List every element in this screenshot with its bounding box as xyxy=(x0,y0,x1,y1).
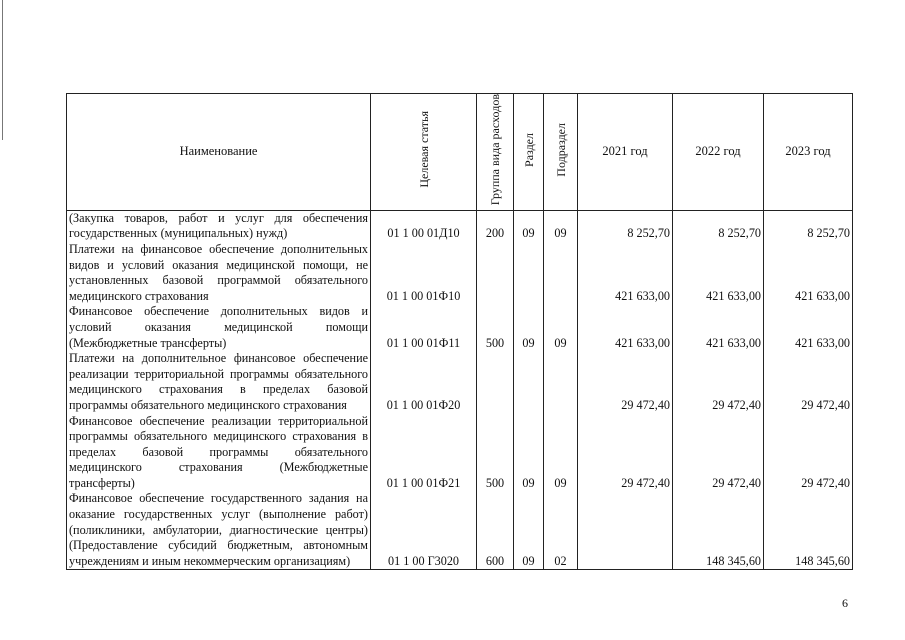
row-subsection: 09 xyxy=(544,304,578,351)
header-section: Раздел xyxy=(514,94,544,211)
table-row xyxy=(67,242,853,304)
row-section: 09 xyxy=(514,414,544,492)
row-subsection: 09 xyxy=(544,210,578,242)
row-name: Платежи на финансовое обеспечение дополнительных видов и условий оказания медицинской помощи, не установленных базовой программой обязательного медицинского страхования xyxy=(67,242,371,304)
row-group xyxy=(477,242,514,304)
row-amount-2023: 29 472,40 xyxy=(764,351,853,413)
header-expense-group: Группа вида расходов xyxy=(477,94,514,211)
row-section: 09 xyxy=(514,491,544,569)
row-amount-2021: 421 633,00 xyxy=(578,304,673,351)
row-name: Финансовое обеспечение дополнительных видов и условий оказания медицинской помощи (Межбюджетные трансферты) xyxy=(67,304,371,351)
row-name: (Закупка товаров, работ и услуг для обеспечения государственных (муниципальных) нужд) xyxy=(67,210,371,242)
header-subsection: Подраздел xyxy=(544,94,578,211)
row-section: 09 xyxy=(514,304,544,351)
row-subsection xyxy=(544,351,578,413)
table-row xyxy=(67,210,853,242)
header-year-2022: 2022 год xyxy=(673,94,764,211)
row-amount-2021 xyxy=(578,491,673,569)
row-name: Финансовое обеспечение государственного задания на оказание государственных услуг (выполнение работ) (поликлиники, амбулатории, диагностические центры) (Предоставление субсидий бюджетным, автономным учреждениям и иным некоммерческим организациям) xyxy=(67,491,371,569)
row-amount-2021: 8 252,70 xyxy=(578,210,673,242)
row-subsection: 02 xyxy=(544,491,578,569)
table-row xyxy=(67,304,853,351)
row-group: 200 xyxy=(477,210,514,242)
row-code: 01 1 00 01Д10 xyxy=(371,210,477,242)
row-amount-2023: 421 633,00 xyxy=(764,242,853,304)
header-year-2021: 2021 год xyxy=(578,94,673,211)
row-amount-2023: 421 633,00 xyxy=(764,304,853,351)
row-code: 01 1 00 01Ф11 xyxy=(371,304,477,351)
row-amount-2023: 29 472,40 xyxy=(764,414,853,492)
table-row xyxy=(67,351,853,413)
row-amount-2022: 29 472,40 xyxy=(673,414,764,492)
page-number: 6 xyxy=(842,596,848,610)
row-name: Финансовое обеспечение реализации территориальной программы обязательного медицинского страхования в пределах базовой программы обязательного медицинского страхования (Межбюджетные трансферты) xyxy=(67,414,371,492)
row-subsection xyxy=(544,242,578,304)
row-amount-2022: 29 472,40 xyxy=(673,351,764,413)
table-header-row xyxy=(67,94,853,211)
row-amount-2023: 8 252,70 xyxy=(764,210,853,242)
row-amount-2022: 421 633,00 xyxy=(673,242,764,304)
row-subsection: 09 xyxy=(544,414,578,492)
row-group: 500 xyxy=(477,304,514,351)
row-group: 600 xyxy=(477,491,514,569)
row-code: 01 1 00 01Ф10 xyxy=(371,242,477,304)
row-amount-2021: 29 472,40 xyxy=(578,351,673,413)
row-name: Платежи на дополнительное финансовое обеспечение реализации территориальной программы обязательного медицинского страхования в пределах базовой программы обязательного медицинского страхования xyxy=(67,351,371,413)
row-amount-2022: 8 252,70 xyxy=(673,210,764,242)
row-group xyxy=(477,351,514,413)
header-target-article: Целевая статья xyxy=(371,94,477,211)
table-row xyxy=(67,491,853,569)
row-section xyxy=(514,351,544,413)
row-section xyxy=(514,242,544,304)
row-amount-2022: 421 633,00 xyxy=(673,304,764,351)
row-amount-2022: 148 345,60 xyxy=(673,491,764,569)
row-code: 01 1 00 Г3020 xyxy=(371,491,477,569)
row-section: 09 xyxy=(514,210,544,242)
row-amount-2021: 29 472,40 xyxy=(578,414,673,492)
budget-table xyxy=(66,93,853,570)
row-code: 01 1 00 01Ф20 xyxy=(371,351,477,413)
margin-line xyxy=(2,0,3,140)
row-amount-2023: 148 345,60 xyxy=(764,491,853,569)
row-amount-2021: 421 633,00 xyxy=(578,242,673,304)
row-group: 500 xyxy=(477,414,514,492)
table-row xyxy=(67,414,853,492)
row-code: 01 1 00 01Ф21 xyxy=(371,414,477,492)
header-year-2023: 2023 год xyxy=(764,94,853,211)
header-name: Наименование xyxy=(67,94,371,211)
